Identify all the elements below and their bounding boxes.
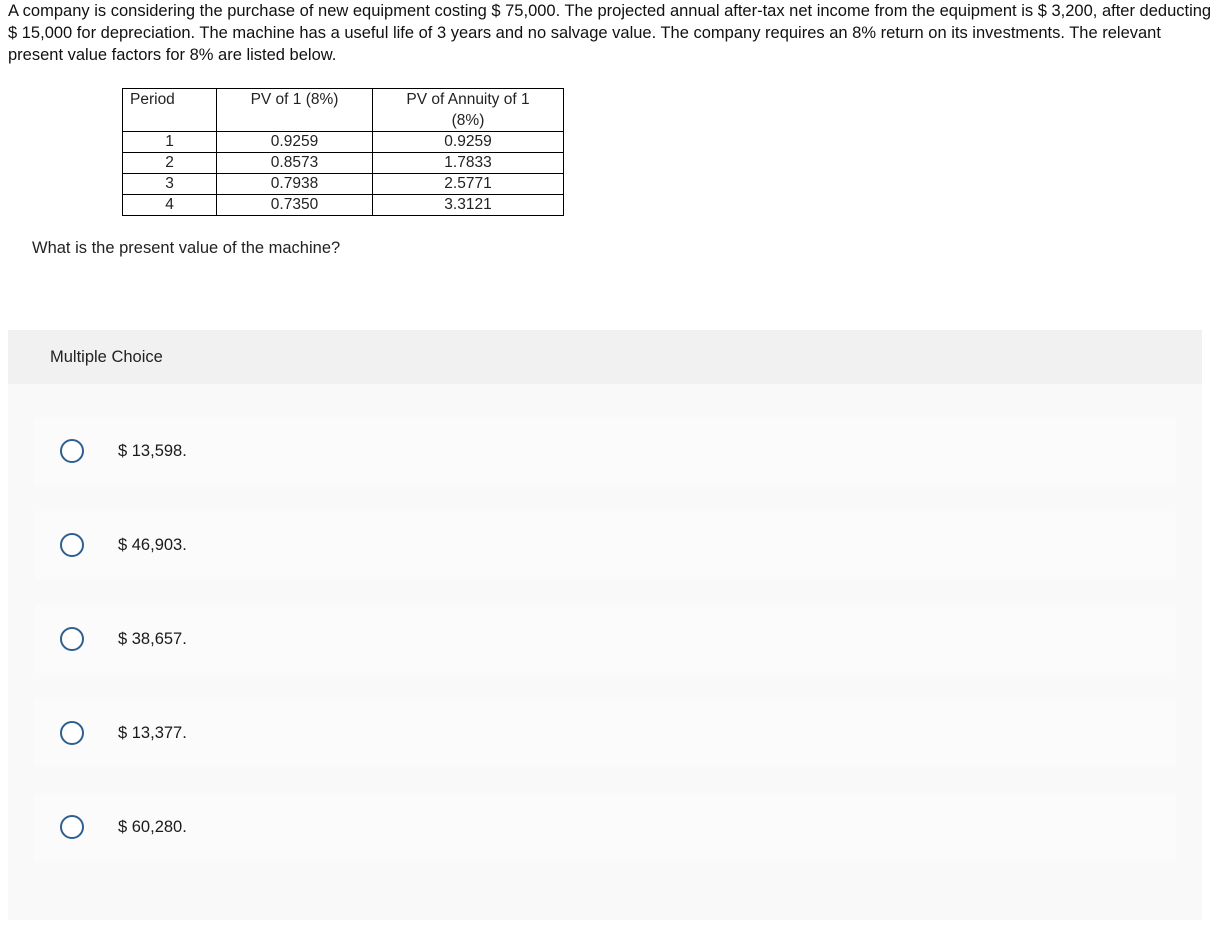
cell-pv-of-1: 0.7938	[217, 174, 373, 195]
question-prompt: What is the present value of the machine?	[32, 239, 341, 257]
multiple-choice-header	[8, 330, 1202, 384]
cell-period: 3	[123, 174, 217, 195]
cell-period: 2	[123, 153, 217, 174]
cell-pv-of-annuity: 0.9259	[373, 132, 564, 153]
header-pv-of-annuity-line2: (8%)	[451, 112, 485, 129]
cell-pv-of-annuity: 1.7833	[373, 153, 564, 174]
answer-option-2[interactable]	[34, 511, 1176, 579]
answer-option-1[interactable]	[34, 417, 1176, 485]
cell-pv-of-annuity: 2.5771	[373, 174, 564, 195]
cell-pv-of-annuity: 3.3121	[373, 195, 564, 216]
answer-option-3[interactable]	[34, 605, 1176, 673]
question-text: A company is considering the purchase of new equipment costing $ 75,000. The projected annual after-tax net income from the equipment is $ 3,200, after deducting $ 15,000 for depreciation. The machine has a useful life of 3 years and no salvage value. The company requires an 8% return on its investments. The relevant present value factors for 8% are listed below.	[8, 2, 1212, 64]
header-pv-of-1: PV of 1 (8%)	[217, 89, 373, 132]
cell-period: 4	[123, 195, 217, 216]
table-header-row	[123, 89, 564, 132]
table-row	[123, 153, 564, 174]
table-row	[123, 195, 564, 216]
cell-pv-of-1: 0.9259	[217, 132, 373, 153]
multiple-choice-title: Multiple Choice	[50, 348, 163, 366]
answer-option-label: $ 38,657.	[118, 630, 187, 648]
header-pv-of-annuity	[373, 89, 564, 132]
radio-button-icon[interactable]	[60, 721, 84, 745]
radio-button-icon[interactable]	[60, 439, 84, 463]
radio-button-icon[interactable]	[60, 533, 84, 557]
table-row	[123, 132, 564, 153]
cell-pv-of-1: 0.8573	[217, 153, 373, 174]
cell-pv-of-1: 0.7350	[217, 195, 373, 216]
table-row	[123, 174, 564, 195]
radio-button-icon[interactable]	[60, 815, 84, 839]
answer-option-4[interactable]	[34, 699, 1176, 767]
answer-option-label: $ 13,598.	[118, 442, 187, 460]
answer-option-5[interactable]	[34, 793, 1176, 861]
present-value-table	[122, 88, 564, 216]
multiple-choice-panel	[8, 330, 1202, 920]
header-pv-of-annuity-line1: PV of Annuity of 1	[406, 91, 530, 108]
header-period: Period	[123, 89, 217, 132]
cell-period: 1	[123, 132, 217, 153]
radio-button-icon[interactable]	[60, 627, 84, 651]
answer-option-label: $ 46,903.	[118, 536, 187, 554]
answer-option-label: $ 13,377.	[118, 724, 187, 742]
answer-option-label: $ 60,280.	[118, 818, 187, 836]
